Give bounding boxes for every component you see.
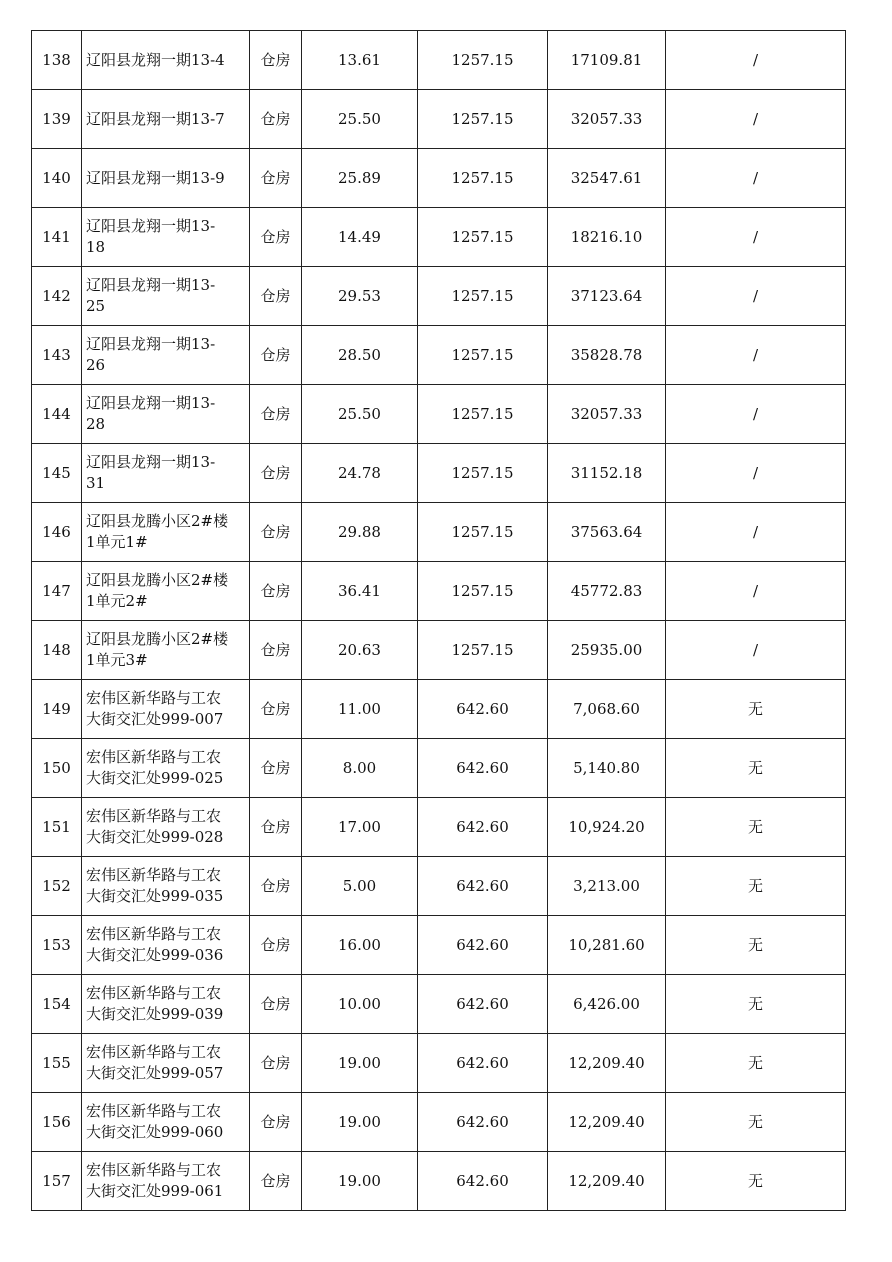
unit-price-cell: 1257.15 (418, 90, 548, 149)
type-cell: 仓房 (250, 562, 302, 621)
table-row (32, 444, 846, 503)
area-cell: 28.50 (302, 326, 418, 385)
table-row (32, 1034, 846, 1093)
type-cell: 仓房 (250, 798, 302, 857)
type-cell: 仓房 (250, 149, 302, 208)
table-row (32, 149, 846, 208)
note-cell: 无 (666, 916, 846, 975)
address-cell: 宏伟区新华路与工农 大街交汇处999-039 (82, 975, 250, 1034)
table-row (32, 562, 846, 621)
unit-price-cell: 642.60 (418, 916, 548, 975)
row-number: 138 (32, 31, 82, 90)
type-cell: 仓房 (250, 857, 302, 916)
row-number: 154 (32, 975, 82, 1034)
note-cell: / (666, 149, 846, 208)
type-cell: 仓房 (250, 1093, 302, 1152)
unit-price-cell: 642.60 (418, 857, 548, 916)
area-cell: 25.50 (302, 90, 418, 149)
type-cell: 仓房 (250, 975, 302, 1034)
type-cell: 仓房 (250, 385, 302, 444)
total-cell: 32057.33 (548, 385, 666, 444)
type-cell: 仓房 (250, 31, 302, 90)
area-cell: 29.53 (302, 267, 418, 326)
note-cell: 无 (666, 857, 846, 916)
type-cell: 仓房 (250, 621, 302, 680)
area-cell: 19.00 (302, 1093, 418, 1152)
row-number: 141 (32, 208, 82, 267)
row-number: 152 (32, 857, 82, 916)
total-cell: 5,140.80 (548, 739, 666, 798)
unit-price-cell: 1257.15 (418, 267, 548, 326)
area-cell: 36.41 (302, 562, 418, 621)
address-cell: 宏伟区新华路与工农 大街交汇处999-025 (82, 739, 250, 798)
type-cell: 仓房 (250, 680, 302, 739)
table-row (32, 680, 846, 739)
table-row (32, 385, 846, 444)
unit-price-cell: 1257.15 (418, 385, 548, 444)
row-number: 148 (32, 621, 82, 680)
table-row (32, 916, 846, 975)
unit-price-cell: 1257.15 (418, 31, 548, 90)
total-cell: 10,281.60 (548, 916, 666, 975)
note-cell: 无 (666, 1034, 846, 1093)
table-row (32, 857, 846, 916)
unit-price-cell: 642.60 (418, 798, 548, 857)
area-cell: 24.78 (302, 444, 418, 503)
table-row (32, 739, 846, 798)
area-cell: 8.00 (302, 739, 418, 798)
address-cell: 宏伟区新华路与工农 大街交汇处999-028 (82, 798, 250, 857)
note-cell: / (666, 444, 846, 503)
total-cell: 12,209.40 (548, 1093, 666, 1152)
note-cell: / (666, 385, 846, 444)
type-cell: 仓房 (250, 739, 302, 798)
address-cell: 辽阳县龙翔一期13- 28 (82, 385, 250, 444)
unit-price-cell: 1257.15 (418, 621, 548, 680)
total-cell: 10,924.20 (548, 798, 666, 857)
total-cell: 25935.00 (548, 621, 666, 680)
table-row (32, 267, 846, 326)
table-row (32, 621, 846, 680)
type-cell: 仓房 (250, 444, 302, 503)
row-number: 146 (32, 503, 82, 562)
unit-price-cell: 1257.15 (418, 149, 548, 208)
unit-price-cell: 1257.15 (418, 444, 548, 503)
row-number: 147 (32, 562, 82, 621)
total-cell: 32547.61 (548, 149, 666, 208)
note-cell: 无 (666, 680, 846, 739)
note-cell: / (666, 208, 846, 267)
address-cell: 辽阳县龙翔一期13-4 (82, 31, 250, 90)
unit-price-cell: 1257.15 (418, 503, 548, 562)
address-cell: 辽阳县龙腾小区2#楼 1单元2# (82, 562, 250, 621)
address-cell: 宏伟区新华路与工农 大街交汇处999-057 (82, 1034, 250, 1093)
address-cell: 辽阳县龙翔一期13-9 (82, 149, 250, 208)
row-number: 143 (32, 326, 82, 385)
table-row (32, 975, 846, 1034)
area-cell: 25.89 (302, 149, 418, 208)
address-cell: 宏伟区新华路与工农 大街交汇处999-060 (82, 1093, 250, 1152)
unit-price-cell: 642.60 (418, 1034, 548, 1093)
unit-price-cell: 642.60 (418, 680, 548, 739)
address-cell: 辽阳县龙翔一期13- 26 (82, 326, 250, 385)
total-cell: 37123.64 (548, 267, 666, 326)
note-cell: / (666, 90, 846, 149)
total-cell: 17109.81 (548, 31, 666, 90)
table-row (32, 208, 846, 267)
address-cell: 辽阳县龙翔一期13- 18 (82, 208, 250, 267)
table-row (32, 1093, 846, 1152)
type-cell: 仓房 (250, 1034, 302, 1093)
row-number: 156 (32, 1093, 82, 1152)
area-cell: 29.88 (302, 503, 418, 562)
row-number: 155 (32, 1034, 82, 1093)
row-number: 144 (32, 385, 82, 444)
total-cell: 12,209.40 (548, 1152, 666, 1211)
area-cell: 10.00 (302, 975, 418, 1034)
type-cell: 仓房 (250, 267, 302, 326)
row-number: 140 (32, 149, 82, 208)
note-cell: / (666, 31, 846, 90)
note-cell: 无 (666, 739, 846, 798)
area-cell: 14.49 (302, 208, 418, 267)
area-cell: 5.00 (302, 857, 418, 916)
total-cell: 7,068.60 (548, 680, 666, 739)
note-cell: / (666, 503, 846, 562)
table-row (32, 1152, 846, 1211)
type-cell: 仓房 (250, 1152, 302, 1211)
unit-price-cell: 1257.15 (418, 562, 548, 621)
row-number: 145 (32, 444, 82, 503)
address-cell: 辽阳县龙腾小区2#楼 1单元3# (82, 621, 250, 680)
area-cell: 16.00 (302, 916, 418, 975)
total-cell: 37563.64 (548, 503, 666, 562)
type-cell: 仓房 (250, 916, 302, 975)
total-cell: 32057.33 (548, 90, 666, 149)
type-cell: 仓房 (250, 326, 302, 385)
type-cell: 仓房 (250, 503, 302, 562)
row-number: 151 (32, 798, 82, 857)
total-cell: 3,213.00 (548, 857, 666, 916)
area-cell: 11.00 (302, 680, 418, 739)
area-cell: 19.00 (302, 1152, 418, 1211)
area-cell: 19.00 (302, 1034, 418, 1093)
row-number: 142 (32, 267, 82, 326)
table-row (32, 90, 846, 149)
note-cell: / (666, 621, 846, 680)
address-cell: 辽阳县龙翔一期13- 31 (82, 444, 250, 503)
table-row (32, 326, 846, 385)
address-cell: 宏伟区新华路与工农 大街交汇处999-007 (82, 680, 250, 739)
unit-price-cell: 642.60 (418, 1152, 548, 1211)
address-cell: 辽阳县龙腾小区2#楼 1单元1# (82, 503, 250, 562)
row-number: 157 (32, 1152, 82, 1211)
area-cell: 25.50 (302, 385, 418, 444)
total-cell: 18216.10 (548, 208, 666, 267)
address-cell: 宏伟区新华路与工农 大街交汇处999-061 (82, 1152, 250, 1211)
note-cell: 无 (666, 1152, 846, 1211)
address-cell: 宏伟区新华路与工农 大街交汇处999-036 (82, 916, 250, 975)
property-table (31, 30, 846, 1211)
type-cell: 仓房 (250, 208, 302, 267)
table-row (32, 503, 846, 562)
area-cell: 20.63 (302, 621, 418, 680)
table-row (32, 798, 846, 857)
total-cell: 35828.78 (548, 326, 666, 385)
note-cell: 无 (666, 798, 846, 857)
unit-price-cell: 642.60 (418, 739, 548, 798)
row-number: 149 (32, 680, 82, 739)
total-cell: 45772.83 (548, 562, 666, 621)
unit-price-cell: 1257.15 (418, 326, 548, 385)
table-row (32, 31, 846, 90)
total-cell: 6,426.00 (548, 975, 666, 1034)
unit-price-cell: 1257.15 (418, 208, 548, 267)
address-cell: 辽阳县龙翔一期13-7 (82, 90, 250, 149)
note-cell: / (666, 267, 846, 326)
area-cell: 17.00 (302, 798, 418, 857)
area-cell: 13.61 (302, 31, 418, 90)
address-cell: 宏伟区新华路与工农 大街交汇处999-035 (82, 857, 250, 916)
note-cell: 无 (666, 975, 846, 1034)
address-cell: 辽阳县龙翔一期13- 25 (82, 267, 250, 326)
row-number: 153 (32, 916, 82, 975)
total-cell: 12,209.40 (548, 1034, 666, 1093)
type-cell: 仓房 (250, 90, 302, 149)
row-number: 139 (32, 90, 82, 149)
unit-price-cell: 642.60 (418, 1093, 548, 1152)
unit-price-cell: 642.60 (418, 975, 548, 1034)
note-cell: / (666, 326, 846, 385)
row-number: 150 (32, 739, 82, 798)
note-cell: 无 (666, 1093, 846, 1152)
total-cell: 31152.18 (548, 444, 666, 503)
table-body (32, 31, 846, 1211)
note-cell: / (666, 562, 846, 621)
